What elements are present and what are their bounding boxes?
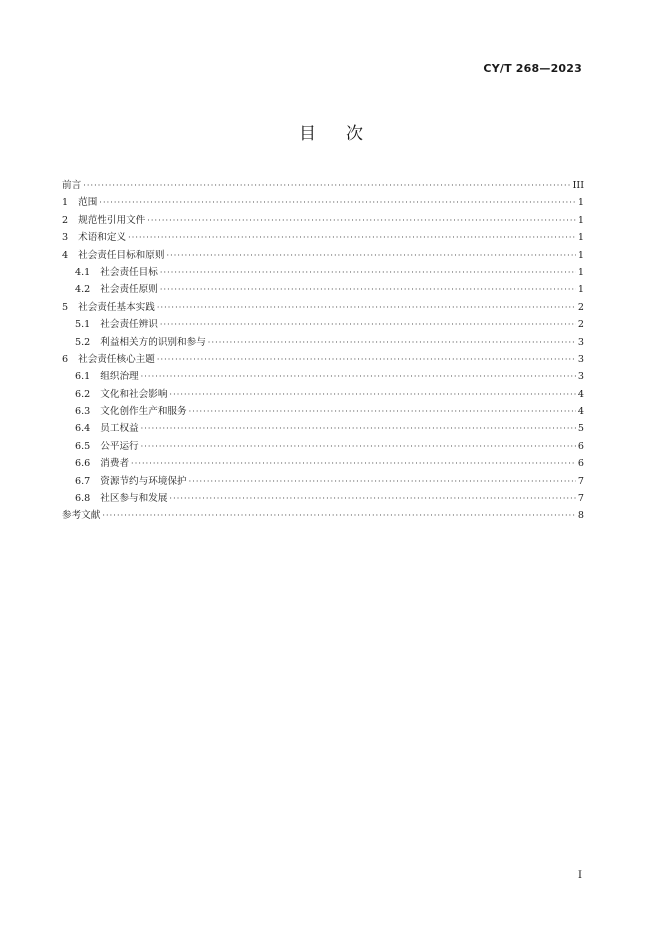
toc-entry-title: 社会责任辨识: [100, 319, 158, 331]
toc-leader-dots: [128, 233, 576, 242]
toc-entry-number: 6.3: [75, 406, 91, 418]
toc-entry-page: 1: [577, 266, 584, 278]
toc-entry[interactable]: [62, 281, 584, 298]
toc-leader-dots: [208, 338, 576, 347]
toc-entry-title: 社会责任核心主题: [78, 353, 155, 365]
toc-entry[interactable]: [62, 212, 584, 229]
toc-entry[interactable]: [62, 299, 584, 316]
toc-entry-page: 1: [577, 284, 584, 296]
toc-entry-page: 3: [577, 336, 584, 348]
page-number: I: [578, 870, 582, 881]
toc-entry-number: 4.1: [75, 266, 91, 278]
toc-entry-title: 消费者: [100, 458, 130, 470]
toc-leader-dots: [131, 459, 576, 468]
page-title-char-1: 目: [299, 124, 316, 144]
toc-entry[interactable]: [62, 490, 584, 507]
toc-leader-dots: [83, 181, 570, 190]
toc-leader-dots: [189, 407, 576, 416]
toc-entry-page: 8: [577, 510, 584, 522]
toc-entry-page: 3: [577, 371, 584, 383]
toc-leader-dots: [157, 303, 576, 312]
toc-leader-dots: [147, 216, 576, 225]
toc-entry-number: 4.2: [75, 284, 91, 296]
toc-entry-number: 6: [62, 353, 69, 365]
toc-leader-dots: [141, 372, 576, 381]
toc-entry-number: 6.6: [75, 458, 91, 470]
toc-entry-title: 社会责任原则: [100, 284, 158, 296]
toc-entry-number: 4: [62, 249, 69, 261]
toc-leader-dots: [160, 268, 576, 277]
toc-entry-page: 4: [577, 406, 584, 418]
standard-code: CY/T 268—2023: [483, 62, 582, 75]
toc-entry-page: 1: [577, 214, 584, 226]
toc-entry-title: 文化创作生产和服务: [100, 406, 187, 418]
toc-entry-number: 5.1: [75, 319, 91, 331]
toc-entry[interactable]: [62, 473, 584, 490]
page-title-char-2: 次: [346, 124, 363, 144]
toc-leader-dots: [157, 355, 576, 364]
toc-entry-title: 组织治理: [100, 371, 139, 383]
toc-entry[interactable]: [62, 403, 584, 420]
toc-entry[interactable]: [62, 386, 584, 403]
toc-leader-dots: [141, 442, 576, 451]
toc-entry-page: 5: [577, 423, 584, 435]
toc-entry-title: 前言: [62, 180, 82, 191]
toc-leader-dots: [166, 251, 575, 260]
toc-entry[interactable]: [62, 368, 584, 385]
toc-entry[interactable]: [62, 316, 584, 333]
toc-entry-number: 2: [62, 214, 69, 226]
toc-entry-number: 5.2: [75, 336, 91, 348]
toc-entry[interactable]: [62, 264, 584, 281]
toc-entry-title: 社会责任基本实践: [78, 301, 155, 313]
toc-entry-title: 规范性引用文件: [78, 214, 146, 226]
toc-leader-dots: [141, 424, 576, 433]
toc-entry-title: 利益相关方的识别和参与: [100, 336, 206, 348]
toc-entry-number: 6.2: [75, 388, 91, 400]
toc-entry[interactable]: [62, 507, 584, 524]
toc-entry-title: 参考文献: [62, 510, 101, 522]
toc-entry-page: 7: [577, 493, 584, 505]
toc-entry-page: 2: [577, 301, 584, 313]
toc-leader-dots: [99, 198, 576, 207]
toc-entry[interactable]: [62, 420, 584, 437]
toc-entry-page: III: [572, 180, 584, 191]
toc-entry-title: 社会责任目标: [100, 266, 158, 278]
toc-entry-page: 1: [577, 249, 584, 261]
toc-entry[interactable]: [62, 229, 584, 246]
toc-entry[interactable]: [62, 334, 584, 351]
toc-entry-title: 社区参与和发展: [100, 493, 168, 505]
toc-leader-dots: [169, 390, 575, 399]
toc-entry-number: 1: [62, 197, 69, 209]
toc-entry-page: 4: [577, 388, 584, 400]
toc-entry[interactable]: [62, 247, 584, 264]
toc-entry-page: 7: [577, 475, 584, 487]
toc-entry[interactable]: [62, 177, 584, 194]
toc-entry-title: 术语和定义: [78, 232, 127, 244]
toc-entry[interactable]: [62, 194, 584, 211]
page-title: [0, 119, 662, 144]
toc-entry-number: 6.8: [75, 493, 91, 505]
toc-entry-number: 6.5: [75, 440, 91, 452]
toc-entry-title: 公平运行: [100, 440, 139, 452]
toc-entry-page: 3: [577, 353, 584, 365]
table-of-contents: [62, 177, 584, 525]
toc-leader-dots: [160, 285, 576, 294]
toc-entry[interactable]: [62, 438, 584, 455]
toc-entry-title: 社会责任目标和原则: [78, 249, 165, 261]
toc-entry-title: 员工权益: [100, 423, 139, 435]
toc-entry-number: 6.4: [75, 423, 91, 435]
toc-leader-dots: [169, 494, 575, 503]
toc-entry-page: 1: [577, 232, 584, 244]
toc-entry-number: 6.7: [75, 475, 91, 487]
toc-entry-page: 6: [577, 458, 584, 470]
toc-entry-number: 3: [62, 232, 69, 244]
toc-entry-page: 6: [577, 440, 584, 452]
toc-entry-title: 范围: [78, 197, 98, 209]
toc-entry-page: 1: [577, 197, 584, 209]
toc-entry-number: 6.1: [75, 371, 91, 383]
toc-entry-page: 2: [577, 319, 584, 331]
toc-leader-dots: [102, 511, 576, 520]
toc-entry-title: 资源节约与环境保护: [100, 475, 187, 487]
toc-entry[interactable]: [62, 351, 584, 368]
toc-leader-dots: [189, 477, 576, 486]
toc-entry-title: 文化和社会影响: [100, 388, 168, 400]
toc-entry-number: 5: [62, 301, 69, 313]
toc-leader-dots: [160, 320, 576, 329]
toc-entry[interactable]: [62, 455, 584, 472]
